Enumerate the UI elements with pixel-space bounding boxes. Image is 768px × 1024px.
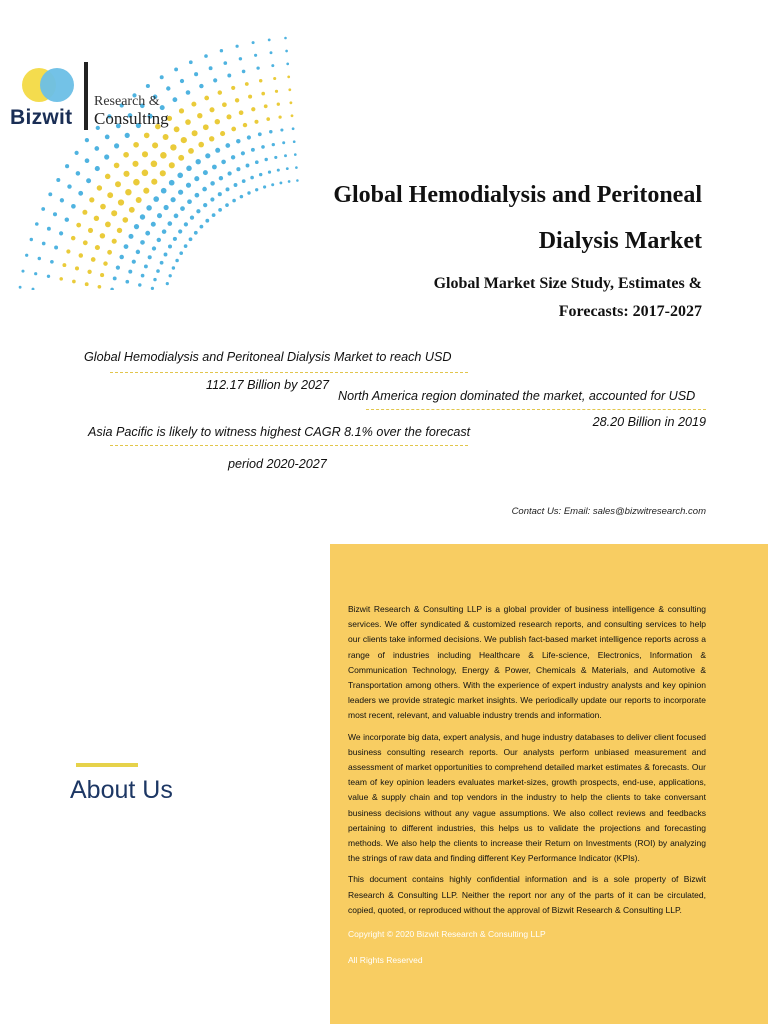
decorative-dot bbox=[34, 272, 37, 275]
decorative-dot bbox=[169, 180, 175, 186]
report-title-line-2: Dialysis Market bbox=[538, 228, 702, 254]
decorative-dot bbox=[273, 77, 276, 80]
decorative-dot bbox=[169, 162, 175, 168]
decorative-dot bbox=[202, 187, 207, 192]
decorative-dot bbox=[242, 70, 246, 74]
decorative-dot bbox=[173, 237, 177, 241]
decorative-dot bbox=[114, 163, 120, 169]
decorative-dot bbox=[213, 78, 217, 82]
decorative-dot bbox=[117, 228, 122, 233]
decorative-dot bbox=[151, 179, 157, 185]
decorative-dot bbox=[210, 181, 215, 186]
decorative-dot bbox=[47, 227, 51, 231]
decorative-dot bbox=[138, 283, 141, 286]
decorative-dot bbox=[200, 225, 204, 229]
logo-name: Bizwit bbox=[10, 106, 73, 129]
decorative-dot bbox=[83, 240, 88, 245]
decorative-dot bbox=[133, 142, 139, 148]
decorative-dot bbox=[288, 88, 291, 91]
decorative-dot bbox=[186, 183, 191, 188]
decorative-dot bbox=[94, 146, 99, 151]
decorative-dot bbox=[104, 154, 109, 159]
report-title bbox=[222, 172, 702, 264]
decorative-dot bbox=[113, 276, 117, 280]
decorative-dot bbox=[65, 164, 69, 168]
decorative-dot bbox=[261, 92, 265, 96]
decorative-dot bbox=[189, 237, 193, 241]
about-text bbox=[348, 602, 706, 976]
decorative-dot bbox=[76, 223, 81, 228]
decorative-dot bbox=[231, 86, 235, 90]
decorative-dot bbox=[252, 41, 255, 44]
decorative-dot bbox=[235, 45, 238, 48]
decorative-dot bbox=[225, 143, 230, 148]
report-subtitle bbox=[282, 270, 702, 326]
decorative-dot bbox=[142, 170, 149, 177]
about-paragraph-1: Bizwit Research & Consulting LLP is a global provider of business intelligence & consulting services. We offer syndicated & customized research reports, and consulting services to help our clients take informed decisions. We publish fact-based market intelligence reports across a range of industries including Healthcare & Life-science, Electronics, Information & Communication Technology, Energy & Power, Chemicals & Materials, and Automotive & Transportation among others. With the experience of expert industry analysts and key opinion leaders we provide strategic market insights. We periodically update our reports to incorporate most recent, relevant, and valuable industry trends and information. bbox=[348, 604, 706, 721]
decorative-dot bbox=[212, 165, 217, 170]
decorative-dot bbox=[241, 151, 245, 155]
decorative-dot bbox=[112, 239, 117, 244]
decorative-dot bbox=[79, 253, 83, 257]
decorative-dot bbox=[248, 95, 252, 99]
decorative-dot bbox=[179, 251, 183, 255]
decorative-dot bbox=[136, 250, 140, 254]
decorative-dot bbox=[243, 123, 247, 127]
logo-tagline-1: Research & bbox=[94, 94, 160, 109]
logo-tagline-2: Consulting bbox=[94, 109, 169, 128]
decorative-dot bbox=[157, 213, 162, 218]
decorative-dot bbox=[205, 153, 210, 158]
decorative-dot bbox=[258, 132, 262, 136]
decorative-dot bbox=[95, 166, 100, 171]
decorative-dot bbox=[87, 270, 91, 274]
decorative-dot bbox=[285, 50, 288, 53]
logo-divider bbox=[84, 62, 88, 130]
highlight-3-divider bbox=[110, 445, 468, 446]
decorative-dot bbox=[141, 274, 145, 278]
decorative-dot bbox=[30, 238, 33, 241]
decorative-dot bbox=[231, 127, 236, 132]
decorative-dot bbox=[178, 155, 184, 161]
decorative-dot bbox=[239, 57, 242, 60]
decorative-dot bbox=[198, 142, 204, 148]
decorative-dot bbox=[254, 120, 258, 124]
report-subtitle-line-1: Global Market Size Study, Estimates & bbox=[433, 275, 702, 292]
decorative-dot bbox=[25, 254, 28, 257]
decorative-dot bbox=[115, 181, 121, 187]
decorative-dot bbox=[203, 170, 208, 175]
decorative-dot bbox=[146, 205, 152, 211]
decorative-dot bbox=[78, 191, 83, 196]
decorative-dot bbox=[100, 273, 104, 277]
highlight-1-line-1: Global Hemodialysis and Peritoneal Dialysis Market to reach USD bbox=[84, 350, 452, 364]
decorative-dot bbox=[32, 288, 35, 290]
decorative-dot bbox=[123, 171, 129, 177]
decorative-dot bbox=[270, 51, 273, 54]
decorative-dot bbox=[128, 234, 133, 239]
decorative-dot bbox=[195, 193, 200, 198]
decorative-dot bbox=[205, 219, 209, 223]
decorative-dot bbox=[62, 263, 66, 267]
decorative-dot bbox=[275, 90, 278, 93]
decorative-dot bbox=[209, 66, 213, 70]
decorative-dot bbox=[247, 135, 251, 139]
decorative-dot bbox=[284, 37, 287, 40]
decorative-dot bbox=[48, 192, 52, 196]
about-paragraph-2: We incorporate big data, expert analysis, and huge industry databases to deliver client focused business consulting research reports. Our analysts perform unbiased measurement and assessment of market opportunities to comprehend detailed market estimates & forecasts. Our team of key opinion leaders evaluates market-sizes, growth prospects, end-use, applications, value & supply chain and top vendors in the industry to help the clients to take conversant business decisions without any vague assumptions. We also collect reviews and feedbacks pertaining to different industries, this helps us to validate the projections and forecasting methods. We also help the clients to increase their Return on Investments (ROI) by analyzing the strings of raw data and finding different Key Performance Indicator (KPIs). bbox=[348, 731, 706, 864]
decorative-dot bbox=[144, 264, 148, 268]
decorative-dot bbox=[272, 143, 275, 146]
decorative-dot bbox=[181, 137, 187, 143]
decorative-dot bbox=[105, 174, 111, 180]
decorative-dot bbox=[38, 257, 41, 260]
decorative-dot bbox=[144, 133, 150, 139]
decorative-dot bbox=[271, 64, 274, 67]
decorative-dot bbox=[105, 135, 110, 140]
decorative-dot bbox=[86, 178, 91, 183]
decorative-dot bbox=[111, 210, 117, 216]
decorative-dot bbox=[85, 138, 89, 142]
decorative-dot bbox=[152, 142, 158, 148]
decorative-dot bbox=[227, 74, 231, 78]
decorative-dot bbox=[187, 199, 192, 204]
decorative-dot bbox=[72, 280, 76, 284]
decorative-dot bbox=[164, 253, 168, 257]
contact-email[interactable]: Contact Us: Email: sales@bizwitresearch.com bbox=[511, 506, 706, 517]
highlight-3-line-2: period 2020-2027 bbox=[228, 457, 327, 471]
report-subtitle-line-2: Forecasts: 2017-2027 bbox=[558, 303, 702, 320]
decorative-dot bbox=[196, 209, 200, 213]
decorative-dot bbox=[88, 228, 93, 233]
decorative-dot bbox=[66, 249, 70, 253]
decorative-dot bbox=[239, 110, 244, 115]
decorative-dot bbox=[122, 217, 128, 223]
company-logo bbox=[8, 62, 208, 132]
decorative-dot bbox=[128, 270, 132, 274]
decorative-dot bbox=[89, 197, 94, 202]
decorative-dot bbox=[91, 257, 96, 262]
decorative-dot bbox=[218, 90, 222, 94]
decorative-dot bbox=[50, 260, 54, 264]
decorative-dot bbox=[210, 197, 214, 201]
decorative-dot bbox=[174, 214, 179, 219]
decorative-dot bbox=[289, 101, 292, 104]
decorative-dot bbox=[125, 280, 129, 284]
decorative-dot bbox=[75, 151, 79, 155]
decorative-dot bbox=[160, 261, 164, 265]
decorative-dot bbox=[236, 167, 240, 171]
decorative-dot bbox=[94, 216, 99, 221]
decorative-dot bbox=[145, 231, 150, 236]
decorative-dot bbox=[222, 102, 227, 107]
decorative-dot bbox=[133, 179, 140, 186]
decorative-dot bbox=[103, 261, 107, 265]
decorative-dot bbox=[220, 49, 223, 52]
decorative-dot bbox=[266, 117, 270, 121]
decorative-dot bbox=[203, 203, 207, 207]
decorative-dot bbox=[235, 98, 239, 102]
decorative-dot bbox=[151, 287, 154, 290]
decorative-dot bbox=[151, 161, 158, 168]
logo-blue-circle bbox=[40, 68, 74, 102]
decorative-dot bbox=[178, 229, 182, 233]
about-accent-bar bbox=[76, 763, 138, 767]
decorative-dot bbox=[119, 255, 124, 260]
decorative-dot bbox=[125, 133, 130, 138]
decorative-dot bbox=[287, 76, 290, 79]
decorative-dot bbox=[114, 143, 119, 148]
decorative-dot bbox=[236, 139, 240, 143]
decorative-dot bbox=[153, 278, 156, 281]
decorative-dot bbox=[268, 39, 271, 42]
decorative-dot bbox=[123, 152, 129, 158]
decorative-dot bbox=[212, 213, 216, 217]
decorative-dot bbox=[85, 282, 89, 286]
decorative-dot bbox=[19, 286, 22, 289]
decorative-dot bbox=[161, 188, 167, 194]
about-title: About Us bbox=[70, 776, 173, 804]
decorative-dot bbox=[166, 282, 169, 285]
decorative-dot bbox=[167, 221, 172, 226]
copyright-notice: Copyright © 2020 Bizwit Research & Consulting LLP bbox=[348, 929, 546, 940]
decorative-dot bbox=[251, 148, 255, 152]
decorative-dot bbox=[105, 222, 111, 228]
decorative-dot bbox=[223, 61, 227, 65]
decorative-dot bbox=[172, 266, 175, 269]
decorative-dot bbox=[170, 144, 176, 150]
decorative-dot bbox=[256, 66, 259, 69]
decorative-dot bbox=[41, 207, 45, 211]
decorative-dot bbox=[215, 148, 220, 153]
decorative-dot bbox=[156, 269, 160, 273]
decorative-dot bbox=[292, 127, 295, 130]
decorative-dot bbox=[284, 154, 287, 157]
decorative-dot bbox=[294, 153, 297, 156]
decorative-dot bbox=[282, 141, 285, 144]
decorative-dot bbox=[116, 266, 120, 270]
decorative-dot bbox=[180, 206, 185, 211]
decorative-dot bbox=[204, 54, 208, 58]
decorative-dot bbox=[261, 145, 265, 149]
decorative-dot bbox=[47, 275, 50, 278]
highlight-2-line-2: 28.20 Billion in 2019 bbox=[592, 415, 706, 429]
decorative-dot bbox=[171, 197, 176, 202]
decorative-dot bbox=[107, 192, 113, 198]
decorative-dot bbox=[107, 250, 112, 255]
decorative-dot bbox=[190, 215, 194, 219]
decorative-dot bbox=[132, 161, 138, 167]
decorative-dot bbox=[178, 190, 183, 195]
decorative-dot bbox=[274, 156, 277, 159]
decorative-dot bbox=[264, 158, 267, 161]
decorative-dot bbox=[278, 115, 281, 118]
decorative-dot bbox=[21, 270, 24, 273]
decorative-dot bbox=[97, 185, 102, 190]
decorative-dot bbox=[254, 54, 257, 57]
decorative-dot bbox=[118, 199, 124, 205]
decorative-dot bbox=[280, 128, 283, 131]
decorative-dot bbox=[184, 222, 188, 226]
decorative-dot bbox=[186, 166, 192, 172]
decorative-dot bbox=[184, 244, 188, 248]
decorative-dot bbox=[295, 166, 298, 169]
decorative-dot bbox=[194, 176, 199, 181]
decorative-dot bbox=[194, 231, 198, 235]
decorative-dot bbox=[56, 178, 60, 182]
decorative-dot bbox=[35, 222, 39, 226]
decorative-dot bbox=[209, 107, 214, 112]
decorative-dot bbox=[100, 204, 106, 210]
decorative-dot bbox=[100, 233, 105, 238]
decorative-dot bbox=[251, 107, 255, 111]
decorative-dot bbox=[220, 131, 225, 136]
decorative-dot bbox=[95, 245, 100, 250]
decorative-dot bbox=[42, 242, 46, 246]
decorative-dot bbox=[85, 158, 90, 163]
decorative-dot bbox=[110, 288, 114, 290]
decorative-dot bbox=[157, 238, 161, 242]
decorative-dot bbox=[160, 152, 167, 159]
decorative-dot bbox=[160, 170, 166, 176]
decorative-dot bbox=[163, 134, 169, 140]
decorative-dot bbox=[277, 103, 280, 106]
about-panel bbox=[330, 544, 768, 1024]
decorative-dot bbox=[164, 205, 169, 210]
decorative-dot bbox=[246, 164, 250, 168]
decorative-dot bbox=[245, 82, 249, 86]
decorative-dot bbox=[53, 212, 57, 216]
decorative-dot bbox=[129, 207, 135, 213]
decorative-dot bbox=[71, 204, 76, 209]
decorative-dot bbox=[286, 167, 289, 170]
decorative-dot bbox=[60, 198, 64, 202]
decorative-dot bbox=[153, 196, 159, 202]
report-title-line-1: Global Hemodialysis and Peritoneal bbox=[333, 182, 702, 208]
decorative-dot bbox=[76, 171, 81, 176]
decorative-dot bbox=[264, 104, 268, 108]
decorative-dot bbox=[140, 240, 145, 245]
decorative-dot bbox=[175, 259, 179, 263]
decorative-dot bbox=[168, 244, 172, 248]
decorative-dot bbox=[215, 119, 220, 124]
highlight-2-divider bbox=[366, 409, 706, 410]
decorative-dot bbox=[226, 114, 231, 119]
decorative-dot bbox=[75, 266, 79, 270]
decorative-dot bbox=[209, 136, 214, 141]
decorative-dot bbox=[82, 210, 87, 215]
decorative-dot bbox=[136, 197, 142, 203]
rights-notice: All Rights Reserved bbox=[348, 955, 423, 966]
decorative-dot bbox=[98, 285, 102, 289]
decorative-dot bbox=[286, 63, 289, 66]
decorative-dot bbox=[134, 224, 139, 229]
decorative-dot bbox=[293, 140, 296, 143]
decorative-dot bbox=[188, 148, 194, 154]
decorative-dot bbox=[143, 188, 149, 194]
about-paragraph-3: This document contains highly confidential information and is a sole property of Bizwit Research & Consulting LLP. Neither the report nor any of the parts of it can be circulated, copied, quoted, or reproduced without the approval of Bizwit Research & Consulting LLP. bbox=[348, 874, 706, 915]
decorative-dot bbox=[221, 160, 226, 165]
decorative-dot bbox=[140, 214, 145, 219]
decorative-dot bbox=[71, 236, 76, 241]
decorative-dot bbox=[196, 159, 201, 164]
decorative-dot bbox=[59, 231, 63, 235]
decorative-dot bbox=[59, 277, 63, 281]
decorative-dot bbox=[142, 151, 148, 157]
decorative-dot bbox=[124, 244, 129, 249]
decorative-dot bbox=[269, 130, 272, 133]
decorative-dot bbox=[132, 260, 136, 264]
decorative-dot bbox=[67, 184, 71, 188]
decorative-dot bbox=[162, 229, 167, 234]
highlight-1-line-2: 112.17 Billion by 2027 bbox=[206, 378, 329, 392]
decorative-dot bbox=[259, 79, 262, 82]
highlight-2-line-1: North America region dominated the market, accounted for USD bbox=[338, 389, 696, 403]
decorative-dot bbox=[291, 114, 294, 117]
decorative-dot bbox=[177, 172, 183, 178]
decorative-dot bbox=[65, 217, 69, 221]
highlight-1-divider bbox=[110, 372, 468, 373]
decorative-dot bbox=[255, 160, 259, 164]
decorative-dot bbox=[169, 274, 172, 277]
highlight-3-line-1: Asia Pacific is likely to witness highest CAGR 8.1% over the forecast bbox=[88, 425, 471, 439]
decorative-dot bbox=[54, 246, 58, 250]
decorative-dot bbox=[152, 246, 156, 250]
decorative-dot bbox=[125, 189, 131, 195]
decorative-dot bbox=[151, 222, 156, 227]
decorative-dot bbox=[148, 255, 152, 259]
decorative-dot bbox=[231, 155, 235, 159]
